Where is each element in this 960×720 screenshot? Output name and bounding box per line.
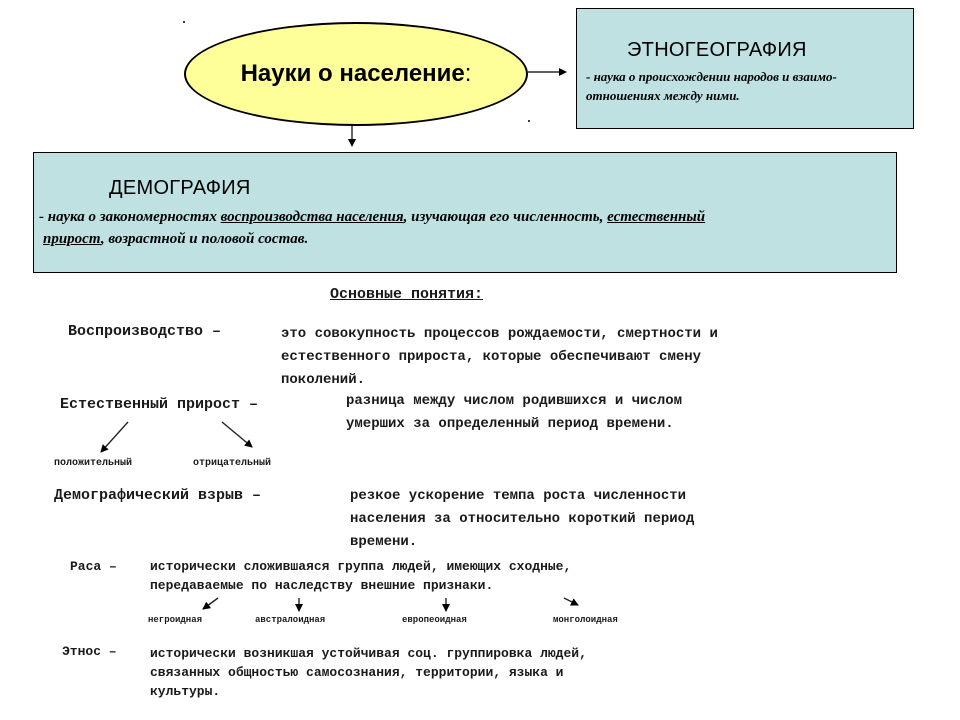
reproduction-term: Воспроизводство – (68, 323, 222, 340)
ethnos-definition (150, 644, 870, 701)
demography-box (33, 152, 897, 273)
concepts-title: Основные понятия: (330, 286, 484, 303)
race-mongoloid-label: монголоидная (553, 615, 618, 625)
ethnography-definition (586, 67, 837, 105)
natural-growth-link-part1: естественный (607, 209, 706, 225)
ethnography-line-1: - наука о происхождении народов и взаимо- (586, 69, 837, 84)
race-line-1: исторически сложившаяся группа людей, имеющих сходные, (150, 559, 572, 574)
oval-title: Науки о население: (240, 60, 472, 87)
ethnography-line-2: отношениях между ними. (586, 88, 740, 103)
ethnography-box (576, 8, 914, 129)
growth-negative-label: отрицательный (193, 458, 272, 469)
reproduction-definition (281, 323, 921, 392)
race-definition (150, 557, 850, 595)
natural-growth-line-2: умерших за определенный период времени. (346, 416, 674, 432)
race-europeoid-label: европеоидная (402, 615, 467, 625)
reproduction-line-3: поколений. (281, 372, 366, 388)
ethnos-line-3: культуры. (150, 684, 221, 699)
natural-growth-term: Естественный прирост – (60, 396, 259, 413)
race-negroid-label: негроидная (148, 615, 203, 625)
natural-growth-line-1: разница между числом родившихся и числом (346, 393, 683, 409)
reproduction-line-2: естественного прироста, которые обеспечивают смену (281, 349, 702, 365)
demography-definition (39, 206, 895, 250)
ethnos-line-2: связанных общностью самосознания, территории, языка и (150, 665, 564, 680)
race-australoid-label: австралоидная (255, 615, 326, 625)
demographic-boom-line-2: населения за относительно короткий период (350, 511, 695, 527)
growth-positive-label: положительный (54, 458, 133, 469)
ethnos-line-1: исторически возникшая устойчивая соц. группировка людей, (150, 646, 587, 661)
race-line-2: передаваемые по наследству внешние признаки. (150, 578, 494, 593)
decorative-dot (183, 21, 185, 23)
ethnos-term: Этнос – (62, 644, 117, 659)
natural-growth-definition (346, 390, 906, 436)
decorative-dot (528, 120, 530, 122)
race-negroid-arrow (203, 598, 218, 609)
ethnography-title: ЭТНОГЕОГРАФИЯ (627, 39, 807, 61)
reproduction-link: воспроизводства населения (220, 209, 404, 225)
growth-negative-arrow (222, 422, 252, 447)
demography-line-2: прирост, возрастной и половой состав. (43, 231, 309, 247)
demographic-boom-line-1: резкое ускорение темпа роста численности (350, 488, 687, 504)
demographic-boom-line-3: времени. (350, 534, 418, 550)
demographic-boom-term: Демографический взрыв – (54, 487, 262, 504)
natural-growth-link-part2: прирост (43, 231, 101, 247)
race-term: Раса – (70, 559, 117, 574)
race-mongoloid-arrow (564, 598, 578, 605)
demographic-boom-definition (350, 485, 910, 554)
reproduction-line-1: это совокупность процессов рождаемости, смертности и (281, 326, 718, 342)
demography-line-1: - наука о закономерностях воспроизводства населения, изучающая его численность, естественный (39, 209, 706, 225)
growth-positive-arrow (101, 422, 128, 452)
demography-title: ДЕМОГРАФИЯ (109, 177, 251, 199)
population-sciences-oval (184, 22, 528, 126)
